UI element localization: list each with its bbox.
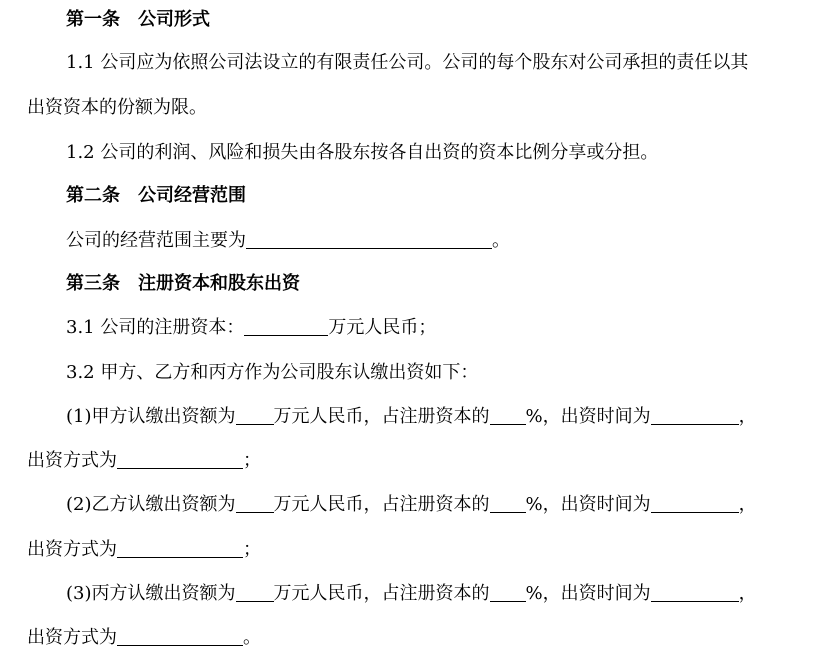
party-a-label: (1)甲方 [66, 406, 128, 427]
party-a-contribution-line [0, 405, 820, 429]
method-label: 出资方式为 [27, 627, 117, 648]
party-b-label: (2)乙方 [66, 494, 128, 515]
clause-1-1-line-1: 1.1 公司应为依照公司法设立的有限责任公司。公司的每个股东对公司承担的责任以其 [66, 52, 749, 73]
line-end: ； [243, 450, 261, 471]
percent-time-label: %，出资时间为 [525, 406, 651, 427]
registered-capital-label: 3.1 公司的注册资本： [66, 317, 245, 338]
amount-unit: 万元人民币，占注册资本的 [273, 406, 490, 427]
party-b-amount-blank[interactable] [236, 494, 274, 513]
business-scope-line [0, 229, 820, 253]
percent-time-label: %，出资时间为 [525, 494, 651, 515]
business-scope-blank[interactable] [246, 230, 492, 249]
line-end: 。 [243, 627, 261, 648]
party-a-method-line [0, 449, 820, 473]
method-label: 出资方式为 [27, 539, 117, 560]
percent-time-label: %，出资时间为 [525, 583, 651, 604]
registered-capital-unit: 万元人民币； [328, 317, 437, 338]
party-b-method-blank[interactable] [117, 539, 243, 558]
amount-label: 认缴出资额为 [127, 583, 236, 604]
amount-label: 认缴出资额为 [127, 494, 236, 515]
business-scope-label: 公司的经营范围主要为 [66, 230, 246, 251]
article-3-title: 第三条 注册资本和股东出资 [66, 273, 300, 294]
method-label: 出资方式为 [27, 450, 117, 471]
amount-label: 认缴出资额为 [127, 406, 236, 427]
line-comma: ， [738, 406, 757, 427]
party-b-percent-blank[interactable] [490, 494, 526, 513]
party-a-method-blank[interactable] [117, 450, 243, 469]
amount-unit: 万元人民币，占注册资本的 [273, 494, 490, 515]
clause-3-1 [0, 316, 820, 340]
business-scope-end: 。 [492, 230, 510, 251]
party-c-method-line [0, 626, 820, 650]
party-c-percent-blank[interactable] [490, 583, 526, 602]
article-2-title: 第二条 公司经营范围 [66, 185, 246, 206]
party-c-contribution-line [0, 582, 820, 606]
party-a-amount-blank[interactable] [236, 406, 274, 425]
party-b-time-blank[interactable] [651, 494, 739, 513]
party-c-amount-blank[interactable] [236, 583, 274, 602]
party-b-contribution-line [0, 493, 820, 517]
clause-1-2: 1.2 公司的利润、风险和损失由各股东按各自出资的资本比例分享或分担。 [66, 142, 659, 163]
party-c-method-blank[interactable] [117, 627, 243, 646]
clause-1-1-line-2: 出资资本的份额为限。 [27, 97, 207, 118]
registered-capital-blank[interactable] [244, 317, 328, 336]
party-b-method-line [0, 538, 820, 562]
party-c-label: (3)丙方 [66, 583, 128, 604]
line-end: ； [243, 539, 261, 560]
line-comma: ， [738, 583, 757, 604]
line-comma: ， [738, 494, 757, 515]
article-1-title: 第一条 公司形式 [66, 9, 210, 30]
clause-3-2: 3.2 甲方、乙方和丙方作为公司股东认缴出资如下： [66, 362, 479, 383]
amount-unit: 万元人民币，占注册资本的 [273, 583, 490, 604]
party-a-percent-blank[interactable] [490, 406, 526, 425]
party-c-time-blank[interactable] [651, 583, 739, 602]
party-a-time-blank[interactable] [651, 406, 739, 425]
